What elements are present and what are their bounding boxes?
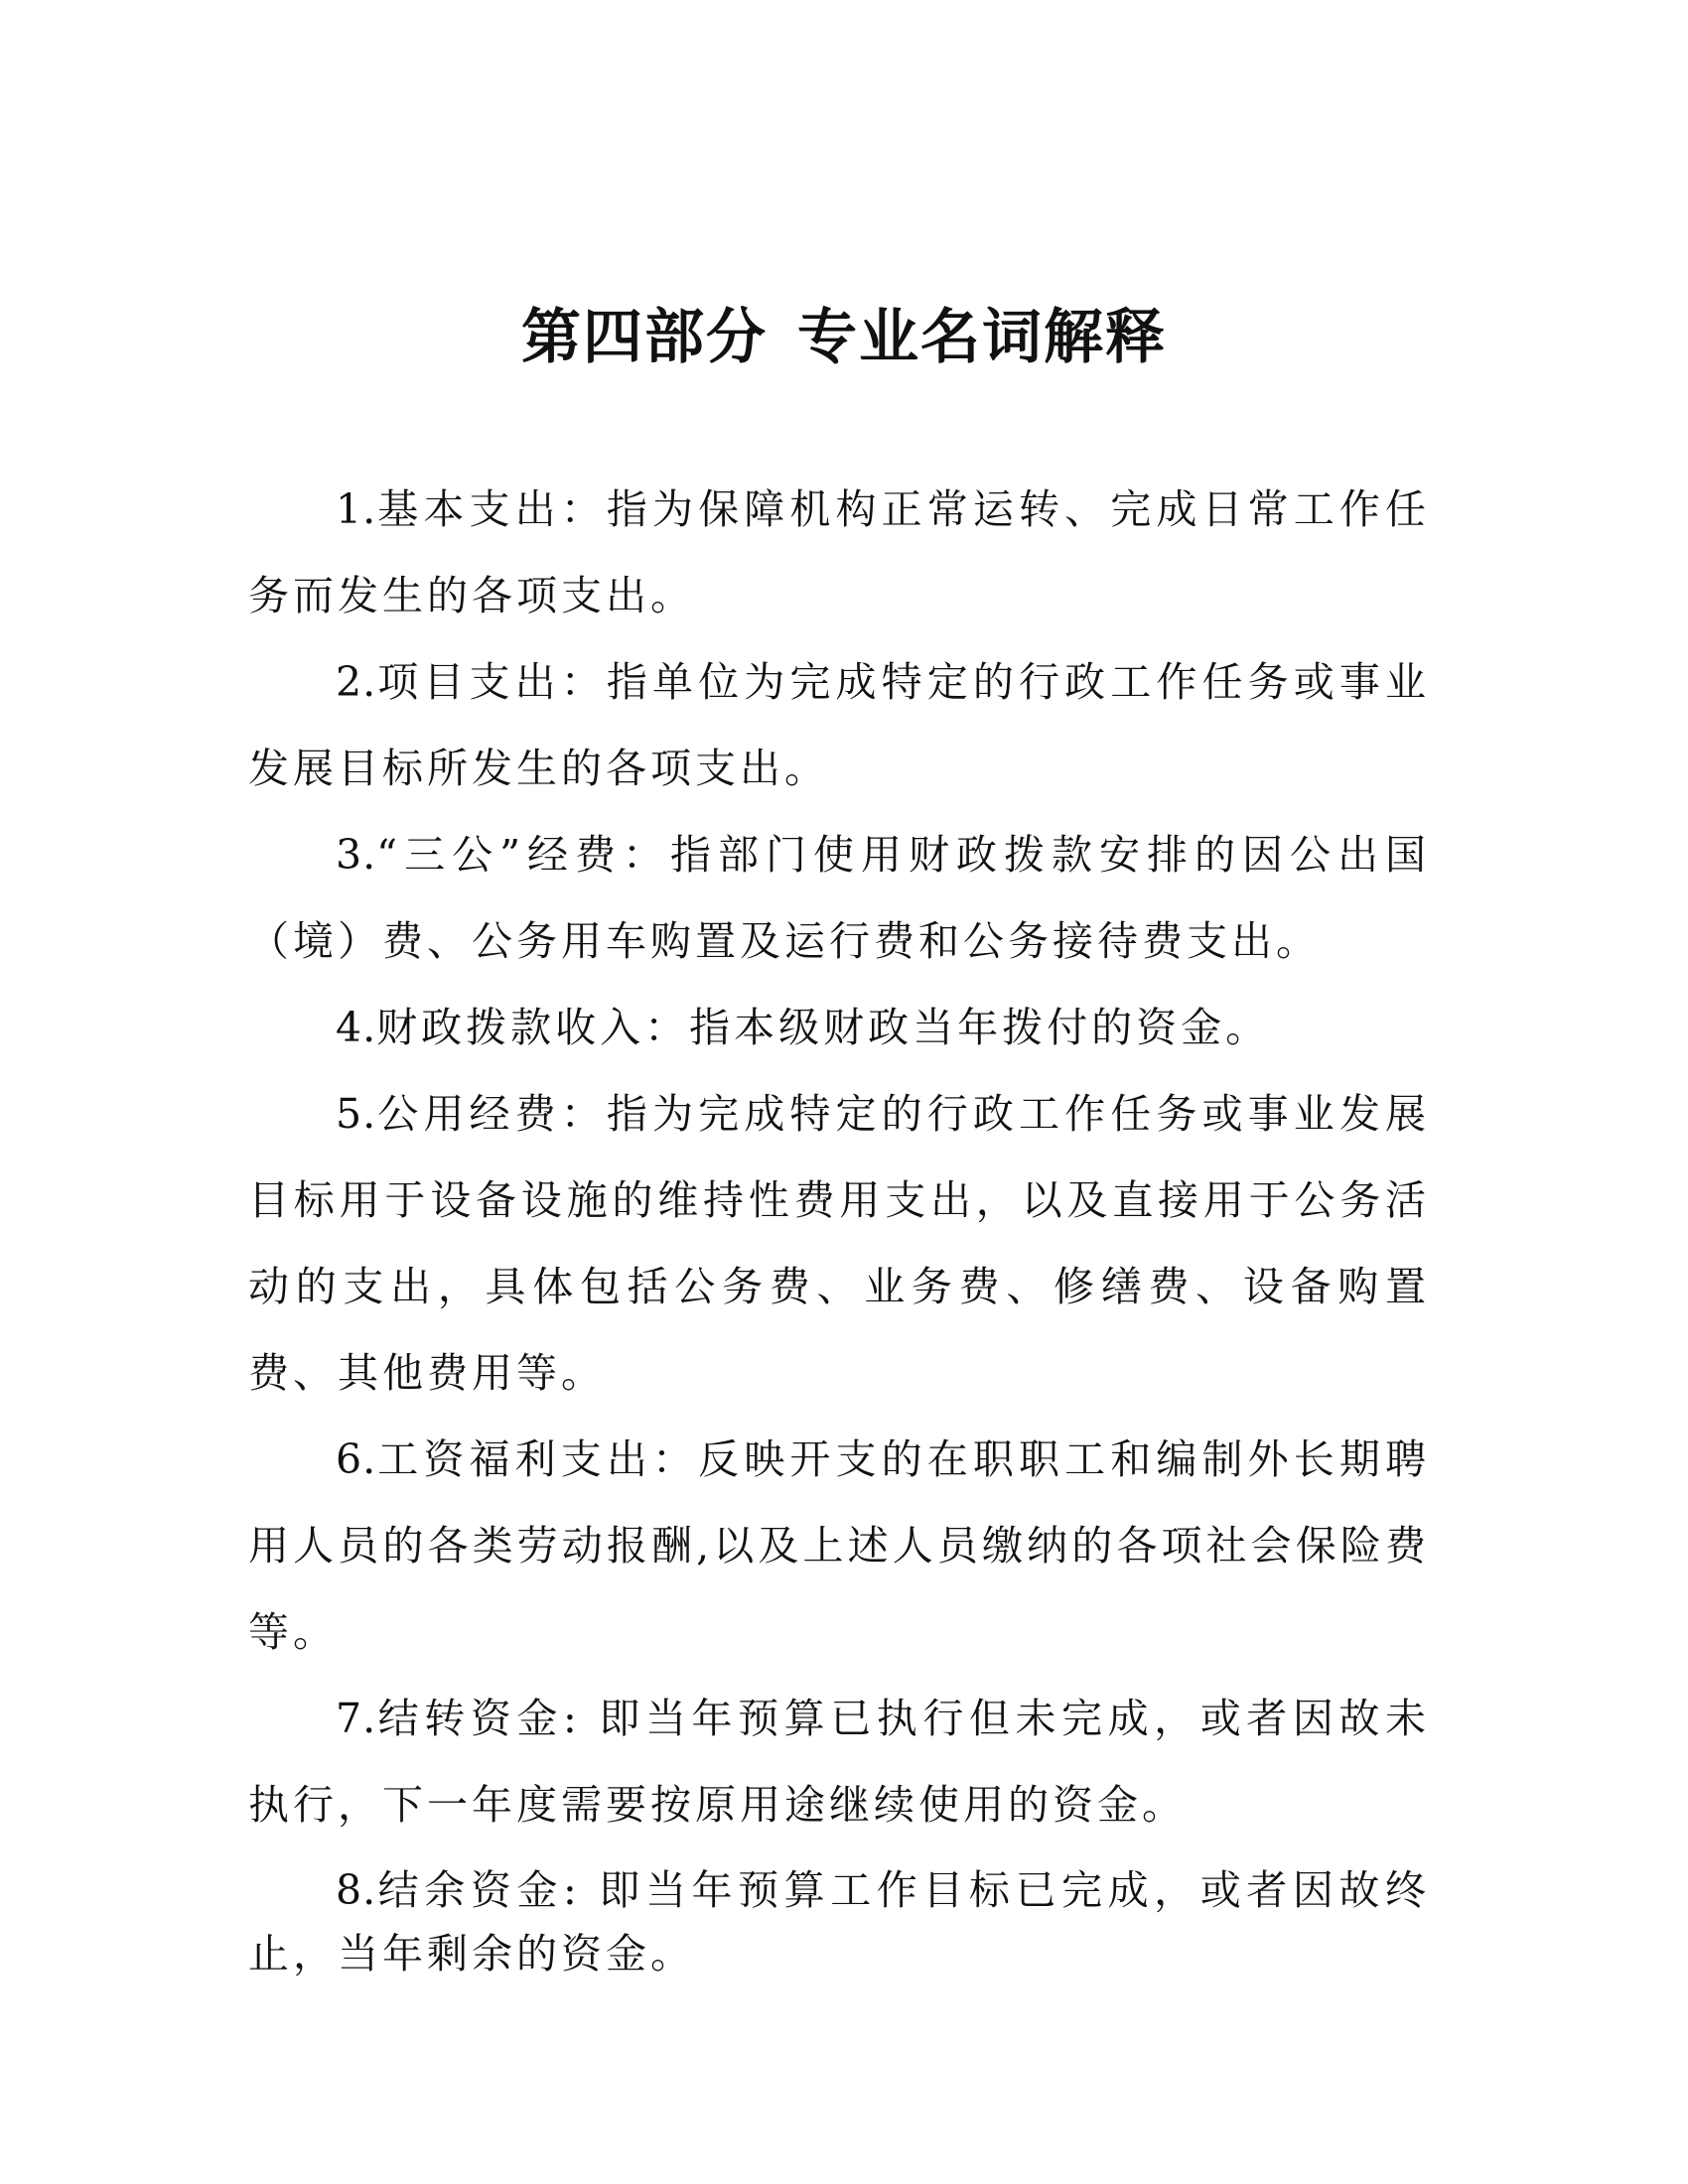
entry-number: 4. — [336, 1004, 377, 1051]
definition-entry-8 — [248, 1858, 1430, 1985]
definition-entry-3 — [248, 812, 1430, 985]
entry-text: 指为完成特定的行政工作任务或事业发展目标用于设备设施的维持性费用支出，以及直接用于公务活动的支出，具体包括公务费、业务费、修缮费、设备购置费、其他费用等。 — [248, 1090, 1430, 1397]
entry-text: 指为保障机构正常运转、完成日常工作任务而发生的各项支出。 — [248, 485, 1430, 619]
entry-number: 2. — [336, 658, 377, 706]
entry-term: 项目支出： — [376, 658, 607, 706]
title-name: 专业名词解释 — [797, 303, 1167, 372]
definition-entry-2 — [248, 639, 1430, 812]
definitions-list — [248, 467, 1430, 1985]
entry-text: 指单位为完成特定的行政工作任务或事业发展目标所发生的各项支出。 — [248, 658, 1430, 792]
entry-number: 6. — [336, 1435, 377, 1483]
title-part: 第四部分 — [521, 303, 768, 372]
entry-term: 财政拨款收入： — [376, 1004, 690, 1051]
entry-text: 即当年预算工作目标已完成，或者因故终止，当年剩余的资金。 — [248, 1866, 1430, 1978]
entry-term: 结余资金: — [376, 1866, 581, 1914]
entry-term: 基本支出： — [376, 485, 607, 533]
page-title — [0, 298, 1688, 377]
definition-entry-6 — [248, 1417, 1430, 1676]
entry-number: 1. — [336, 485, 377, 533]
entry-text: 反映开支的在职职工和编制外长期聘用人员的各类劳动报酬,以及上述人员缴纳的各项社会保险费等。 — [248, 1435, 1430, 1656]
entry-number: 3. — [336, 831, 377, 879]
entry-term: 工资福利支出： — [376, 1435, 699, 1483]
entry-number: 7. — [336, 1695, 377, 1742]
definition-entry-7 — [248, 1676, 1430, 1848]
entry-term: 结转资金: — [376, 1695, 581, 1742]
entry-term: “三公”经费： — [376, 831, 671, 879]
definition-entry-5 — [248, 1071, 1430, 1417]
entry-text: 指部门使用财政拨款安排的因公出国（境）费、公务用车购置及运行费和公务接待费支出。 — [248, 831, 1430, 965]
entry-text: 指本级财政当年拨付的资金。 — [689, 1004, 1271, 1051]
entry-number: 5. — [336, 1090, 377, 1138]
definition-entry-1 — [248, 467, 1430, 639]
entry-term: 公用经费： — [376, 1090, 607, 1138]
entry-text: 即当年预算已执行但未完成，或者因故未执行，下一年度需要按原用途继续使用的资金。 — [248, 1695, 1430, 1829]
definition-entry-4 — [248, 985, 1430, 1071]
entry-number: 8. — [336, 1866, 377, 1914]
